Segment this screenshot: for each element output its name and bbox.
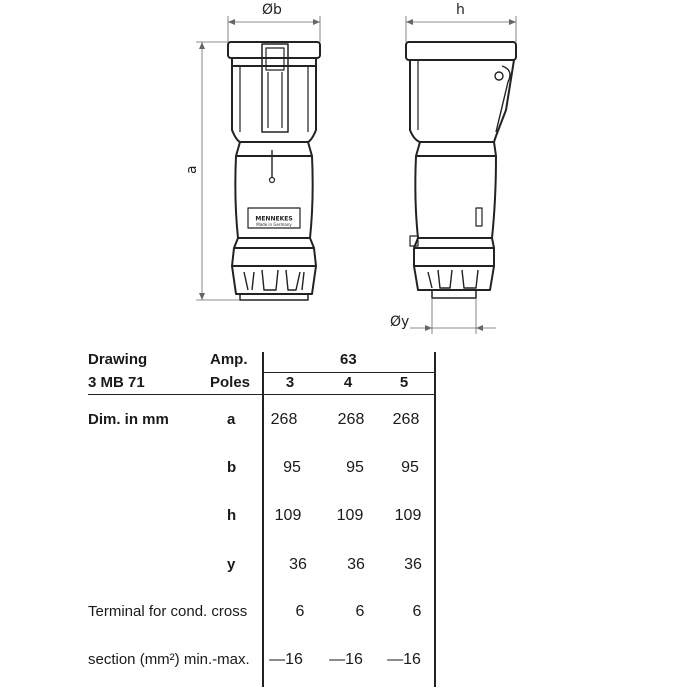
table-divider-header <box>88 394 435 395</box>
technical-drawing <box>0 0 700 345</box>
section-value-3: —16 <box>269 651 303 668</box>
row-b-value-4: 95 <box>346 459 364 476</box>
dim-b-label: Øb <box>262 2 282 18</box>
row-key-a: a <box>227 411 236 428</box>
made-in-label: Made in Germany <box>256 222 292 227</box>
amp-value: 63 <box>340 351 357 368</box>
row-y-value-4: 36 <box>347 556 365 573</box>
drawing-code: 3 MB 71 <box>88 374 145 391</box>
row-a-value-5: 268 <box>392 411 420 428</box>
front-view <box>228 42 320 300</box>
pole-4: 4 <box>343 374 353 391</box>
terminal-label-line-2: section (mm²) min.-max. <box>88 651 250 668</box>
terminal-value-3: 6 <box>295 603 305 620</box>
dim-y-label: Øy <box>390 314 410 330</box>
row-b-value-5: 95 <box>401 459 419 476</box>
row-key-h: h <box>227 507 237 524</box>
dim-a-label: a <box>184 165 200 174</box>
row-h-value-3: 109 <box>274 507 302 524</box>
row-y-value-3: 36 <box>289 556 307 573</box>
section-value-5: —16 <box>387 651 421 668</box>
dim-h-label: h <box>456 2 465 18</box>
drawing-label: Drawing <box>88 351 148 368</box>
row-b-value-3: 95 <box>283 459 301 476</box>
row-h-value-4: 109 <box>336 507 364 524</box>
row-h-value-5: 109 <box>394 507 422 524</box>
row-key-b: b <box>227 459 237 476</box>
dim-label: Dim. in mm <box>88 411 169 428</box>
amp-label: Amp. <box>210 351 248 368</box>
section-value-4: —16 <box>329 651 363 668</box>
terminal-value-5: 6 <box>412 603 422 620</box>
poles-label: Poles <box>210 374 251 391</box>
row-key-y: y <box>227 556 236 573</box>
brand-label: MENNEKES <box>255 215 293 223</box>
terminal-label-line-1: Terminal for cond. cross <box>88 603 248 620</box>
dimension-lines <box>196 16 516 334</box>
terminal-value-4: 6 <box>355 603 365 620</box>
row-a-value-3: 268 <box>270 411 298 428</box>
side-view <box>406 42 516 298</box>
row-a-value-4: 268 <box>337 411 365 428</box>
pole-5: 5 <box>399 374 409 391</box>
pole-3: 3 <box>285 374 295 391</box>
row-y-value-5: 36 <box>404 556 422 573</box>
table-divider-amp <box>262 372 435 373</box>
